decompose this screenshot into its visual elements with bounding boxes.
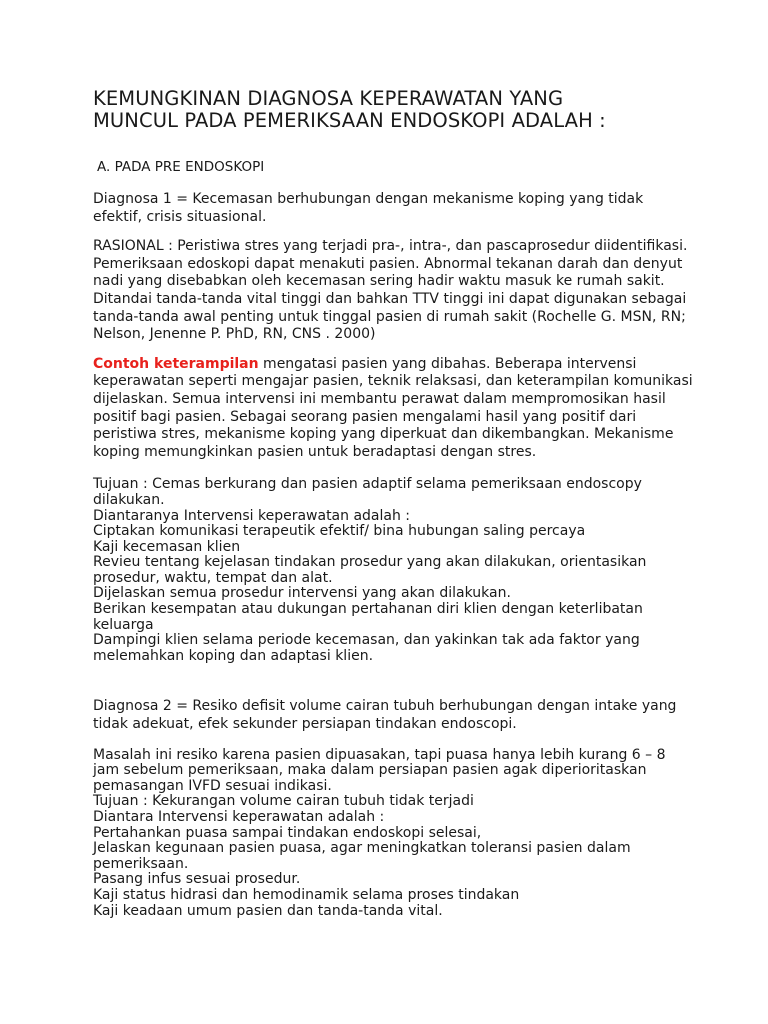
block2-line: Pasang infus sesuai prosedur.: [93, 871, 301, 888]
document-page: [93, 88, 693, 919]
block2-line: Pertahankan puasa sampai tindakan endoskopi selesai,: [93, 824, 482, 841]
block1-line: Tujuan : Cemas berkurang dan pasien adaptif selama pemeriksaan endoscopy dilakukan.: [93, 476, 642, 508]
diagnosa-2-paragraph: Diagnosa 2 = Resiko defisit volume cairan tubuh berhubungan dengan intake yang tidak adekuat, efek sekunder persiapan tindakan endoscopi.: [93, 698, 677, 733]
block1-line: Revieu tentang kejelasan tindakan prosedur yang akan dilakukan, orientasikan prosedur, waktu, tempat dan alat.: [93, 554, 647, 586]
block2-line: Masalah ini resiko karena pasien dipuasakan, tapi puasa hanya lebih kurang 6 – 8 jam sebelum pemeriksaan, maka dalam persiapan pasien agak diperioritaskan pemasangan IVFD sesuai indikasi.: [93, 746, 666, 794]
block2-line: Jelaskan kegunaan pasien puasa, agar meningkatkan toleransi pasien dalam pemeriksaan.: [93, 840, 631, 872]
contoh-body: mengatasi pasien yang dibahas. Beberapa intervensi keperawatan seperti mengajar pasien, teknik relaksasi, dan keterampilan komunikasi dijelaskan. Semua intervensi ini membantu perawat dalam mempromosikan hasil positif bagi pasien. Sebagai seorang pasien mengalami hasil yang positif dari peristiwa stres, mekanisme koping yang diperkuat dan dikembangkan. Mekanisme koping memungkinkan pasien untuk beradaptasi dengan stres.: [93, 355, 693, 460]
title-line-1: KEMUNGKINAN DIAGNOSA KEPERAWATAN YANG: [93, 87, 564, 110]
tujuan-block-2: [93, 748, 693, 920]
tujuan-block-1: [93, 477, 693, 664]
rasional-paragraph: RASIONAL : Peristiwa stres yang terjadi pra-, intra-, dan pascaprosedur diidentifikasi. Pemeriksaan edoskopi dapat menakuti pasien. Abnormal tekanan darah dan denyut nadi yang disebabkan oleh kecemasan sering hadir waktu masuk ke rumah sakit. Ditandai tanda-tanda vital tinggi dan bahkan TTV tinggi ini dapat digunakan sebagai tanda-tanda awal penting untuk tinggal pasien di rumah sakit (Rochelle G. MSN, RN; Nelson, Jenenne P. PhD, RN, CNS . 2000): [93, 238, 688, 343]
block1-line: Kaji kecemasan klien: [93, 538, 241, 555]
section-heading-pre-endoskopi: A. PADA PRE ENDOSKOPI: [97, 159, 265, 175]
block1-line: Diantaranya Intervensi keperawatan adalah :: [93, 507, 411, 524]
diagnosa-1-paragraph: Diagnosa 1 = Kecemasan berhubungan dengan mekanisme koping yang tidak efektif, crisis situasional.: [93, 191, 644, 225]
block2-line: Diantara Intervensi keperawatan adalah :: [93, 809, 385, 825]
document-title: [93, 88, 693, 132]
block1-line: Berikan kesempatan atau dukungan pertahanan diri klien dengan keterlibatan keluarga: [93, 601, 643, 633]
block1-line: Dijelaskan semua prosedur intervensi yang akan dilakukan.: [93, 585, 511, 602]
block2-line: Kaji status hidrasi dan hemodinamik selama proses tindakan: [93, 886, 520, 903]
contoh-paragraph: [93, 356, 693, 462]
title-line-2: MUNCUL PADA PEMERIKSAAN ENDOSKOPI ADALAH :: [93, 109, 606, 132]
contoh-highlight: Contoh keterampilan: [93, 355, 259, 372]
block2-line: Kaji keadaan umum pasien dan tanda-tanda vital.: [93, 902, 443, 919]
block1-line: Ciptakan komunikasi terapeutik efektif/ bina hubungan saling percaya: [93, 523, 586, 540]
block2-line: Tujuan : Kekurangan volume cairan tubuh tidak terjadi: [93, 793, 474, 810]
block1-line: Dampingi klien selama periode kecemasan, dan yakinkan tak ada faktor yang melemahkan koping dan adaptasi klien.: [93, 632, 640, 664]
